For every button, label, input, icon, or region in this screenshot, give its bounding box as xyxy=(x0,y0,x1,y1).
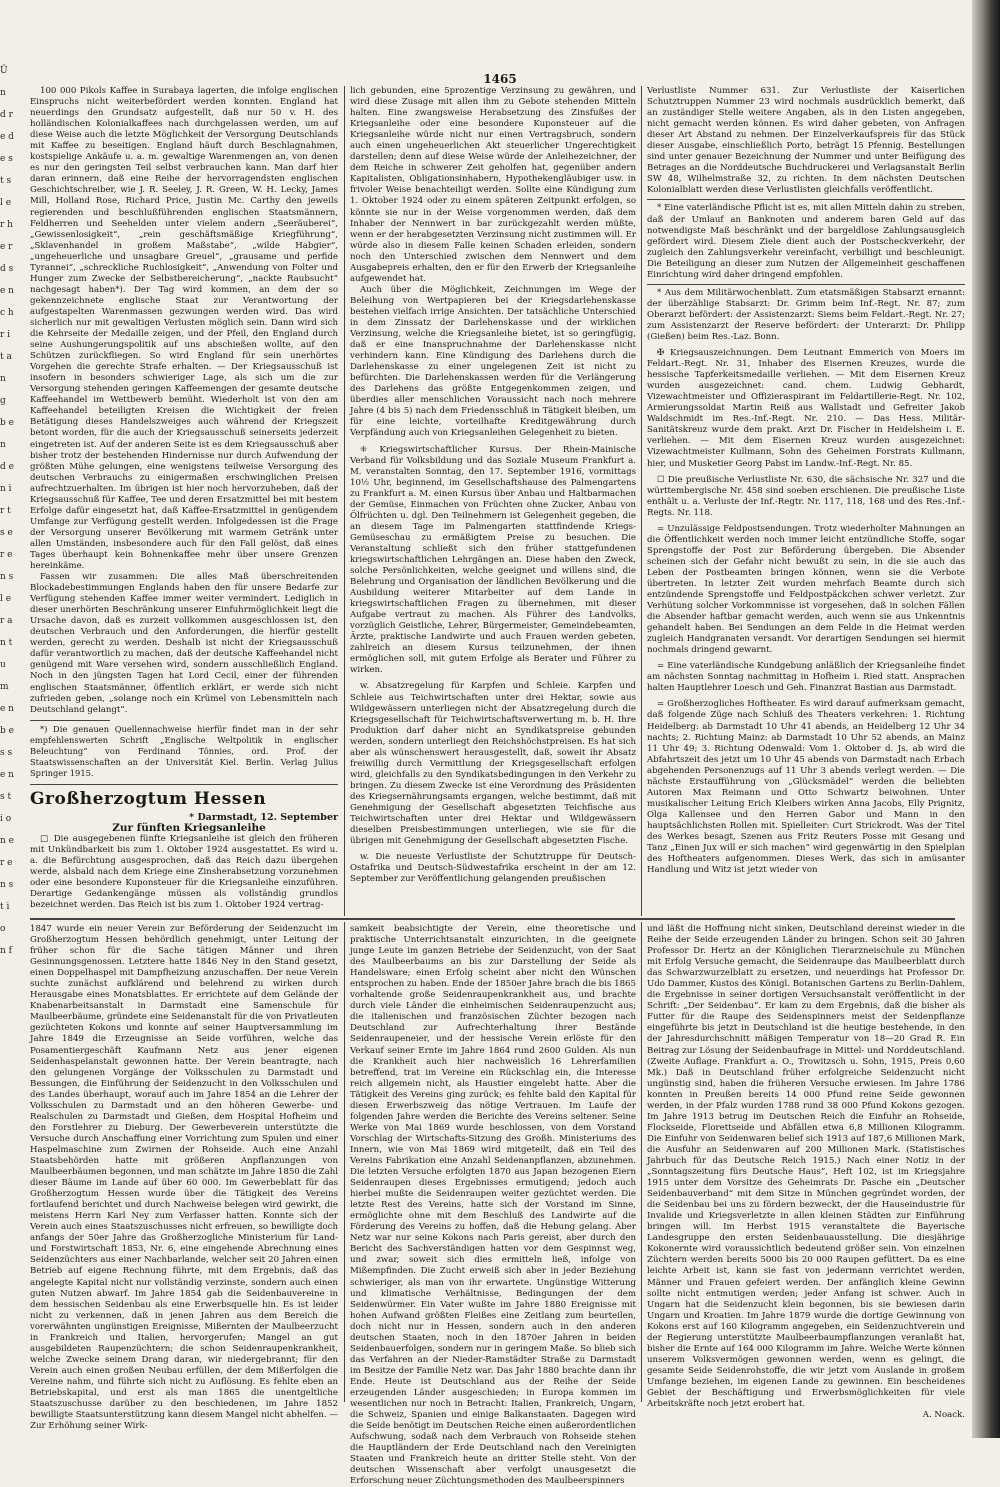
column-rule xyxy=(641,922,642,1402)
article-paragraph: und läßt die Hoffnung nicht sinken, Deutschland dereinst wieder in die Reihe der Seide erzeugenden Länder zu bringen. Schon seit 30 Jahren Professor Dr. Hertz an der Königlichen Tierarzneischule zu München mit Erfolg Versuche gemacht, die Seidenraupe das Maulbeerblatt durch das Schwarzwurzelblatt zu ersetzen, und neuerdings hat Professor Dr. Udo Dammer, Kustos des Königl. Botanischen Gartens zu Berlin-Dahlem, die Ergebnisse in seiner dortigen Versuchsanstalt veröffentlicht in der Schrift: „Der Seidenbau“. Er kam zu dem Ergebnis, daß die bisher als Futter für die Raupe des Seidenspinners meist der Seidenpflanze eingeführte bis jetzt in Deutschland ist die heutige bestehende, in den der Jahresdurchschnitt mäßigen Temperatur von 18—20 Grad R. Ein Beitrag zur Lösung der Seidenbaufrage in Mittel- und Norddeutschland. (Zweite Auflage. Frankfurt a. O., Trowitzsch u. Sohn, 1915, Preis 0,60 Mk.) Daß in Deutschland früher erfolgreiche Seidenzucht nicht ungünstig sind, haben die früheren Versuche erwiesen. Im Jahre 1786 konnten in Preußen bereits 14 000 Pfund reine Seide gewonnen werden, in der Pfalz wurden 1788 rund 38 000 Pfund Kokons gezogen. Im Jahre 1913 betrug im Deutschen Reich die Einfuhr an Rohseide, Flockseide, Florettseide und Abfällen etwa 6,8 Millionen Kilogramm. Die Einfuhr von Seidenwaren belief sich 1913 auf 187,6 Millionen Mark, die Ausfuhr an Seidenwaren auf 200 Millionen Mark. (Statistisches Jahrbuch für das Deutsche Reich 1915.) Nach einer Notiz in der „Sonntagszeitung fürs Deutsche Haus“, Heft 102, ist im Kriegsjahre 1915 unter dem Vorsitze des Geheimrats Dr. Pasche ein „Deutscher Seidenbauverband“ mit dem Sitze in München gegründet worden, der die Seidenbau bei uns zu fördern bezweckt, der die Hauseindustrie für Invalide und Kriegsverletzte in allen kleinen Städten zur Einführung bringen will. Im Herbst 1915 veranstaltete die Bayerische Landesgruppe den ersten Seidenbauausstellung. Die diesjährige Kokonernte wird voraussichtlich bedeutend größer sein. Von einzelnen Züchtern werden bereits 5000 bis 20 000 Raupen gefüttert. Da es eine leichte Arbeit ist, kann sie fast von jedermann verrichtet werden, Männer und Frauen gefeiert werden. Der anfänglich kleine Gewinn sollte nicht entmutigen werden; jeder Anfang ist schwer. Auch in Ungarn hat die Seidenzucht klein begonnen, bis sie bewiesen darin Ungarn und Kroatien. Im Jahre 1879 wurde die dortige Gewinnung von Kokons erst auf 160 Kilogramm angegeben, ein Seidenzuchtverein und der Regierung unterstützte Maulbeerbaumpflanzungen veranlaßt hat, bisher die Ernte auf 164 000 Kilogramm im Jahre. Welche Werte können unserem Volksvermögen gewonnen werden, wenn es gelingt, die gesamte Seide Seidenrohstoffe, die wir jetzt vom Auslande in großem Umfange beziehen, im eigenen Lande zu gewinnen. Ein bescheidenes Gebiet der Beschäftigung und Erwerbsmöglichkeiten für viele Arbeitskräfte noch jetzt erobert hat. xyxy=(647,924,965,1410)
news-item-karpfen: w. Absatzregelung für Karpfen und Schleie. Karpfen und Schleie aus Teichwirtschaften unter drei Hektar, sowie aus Wildgewässern unterliegen nicht der Absatzregelung durch die Kriegsgesellschaft für Teichwirtschaftsverwertung m. b. H. Ihre Produktion darf daher nicht an Syndikatspreise gebunden werden, sondern unterliegt den Reichshöchstpreisen. Es hat sich aber als wünschenswert herausgestellt, daß, soweit ihr Absatz freiwillig durch Vermittlung der Kriegsgesellschaft erfolgen wird, gleichfalls zu den Syndikatsbedingungen in den Verkehr zu bringen. Zu diesem Zwecke ist eine Verordnung des Präsidenten des Kriegsernährungsamts ergangen, welche bestimmt, daß mit Genehmigung der Gesellschaft abgesetzten Teichfische aus Teichwirtschaften unter drei Hektar und Wildgewässern dieselben Preisbestimmungen unterliegen, wie sie für die übrigen mit Genehmigung der Gesellschaft abgesetzten Fische. xyxy=(350,681,636,847)
news-item-hoftheater: = Großherzogliches Hoftheater. Es wird darauf aufmerksam gemacht, daß folgende Züge nach Schluß des Theaters verkehren: 1. Richtung Heidelberg: ab Darmstadt 10 Uhr 41 abends, an Heidelberg 12 Uhr 34 nachts; 2. Richtung Mainz: ab Darmstadt 10 Uhr 52 abends, an Mainz 11 Uhr 49; 3. Richtung Odenwald: Vom 1. Oktober d. Js. ab wird die Abfahrtszeit des jetzt um 10 Uhr 45 abends von Darmstadt nach Erbach abgehenden Personenzugs auf 11 Uhr 3 abends verlegt werden. — Die nächste Erstaufführung von „Glücksmädel“ werden die beliebten Autoren Max Reimann und Otto Schwartz beiwohnen. Unter musikalischer Leitung Erich Kleibers wirken Anna Jacobs, Elly Prignitz, Olga Kallensee und den Herren Gabor und Mann in den hauptsächlichsten Rollen mit. Spielleiter: Curt Strickrodt. Was der Titel des Werkes besagt, Szenen aus Fritz Reuters Posse mit Gesang und Tanz „Einen Jux will er sich machen“ wird gegenwärtig in den Spielplan des Hoftheaters aufgenommen. Dieses Werk, das sich in amüsanter Handlung und Witz ist jetzt wieder von xyxy=(647,699,965,876)
item-rule xyxy=(647,199,965,200)
news-item-feldpost: = Unzulässige Feldpostsendungen. Trotz wiederholter Mahnungen an die Öffentlichkeit werden noch immer leicht entzündliche Stoffe, sogar Sprengstoffe der Post zur Beförderung übergeben. Die Absender scheinen sich der Gefahr nicht bewußt zu sein, in die sie auch das Leben der Postbeamten bringen können, wenn sie die Verbote übertreten. In letzter Zeit wurden mehrfach Beamte durch sich entzündende Sprengstoffe und Feldpostpäckchen schwer verletzt. Zur Verhütung solcher Vorkommnisse ist vorgesehen, daß in solchen Fällen die Absender haftbar gemacht werden, auch wenn sie aus Unkenntnis gehandelt haben. Bei Sendungen an dem Felde in die Heimat werden zugleich Handgranaten versandt. Vor derartigen Sendungen sei hiermit nochmals dringend gewarnt. xyxy=(647,523,965,656)
item-rule xyxy=(647,284,965,285)
page-number: 1465 xyxy=(483,72,517,86)
column-rule xyxy=(344,922,345,1402)
news-item-auszeichnungen: ✠ Kriegsauszeichnungen. Dem Leutnant Emmerich von Moers im Feldart.-Regt. Nr. 31, Inhaber des Eisernen Kreuzes, wurde die hessische Tapferkeitsmedaille verliehen. — Mit dem Eisernen Kreuz wurden ausgezeichnet: cand. chem. Ludwig Gebhardt, Vizewachtmeister und Offizieraspirant im Feldartillerie-Regt. Nr. 102, Armierungssoldat Martin Reiß aus Wallstadt und Gefreiter Jakob Waldschmidt im Res.-Inf.-Regt. Nr. 210. — Das Hess. Militär-Sanitätskreuz wurde dem prakt. Arzt Dr. Fischer in Heidelsheim i. E. verliehen. — Mit dem Eisernen Kreuz wurden ausgezeichnet: Vizewachtmeister Kullmann, Sohn des Geheimen Forstrats Kullmann, hier, und Musketier Georg Pabst im Landw.-Inf.-Regt. Nr. 85. xyxy=(647,348,965,469)
article-paragraph: Auch über die Möglichkeit, Zeichnungen im Wege der Beleihung von Wertpapieren bei der Kriegsdarlehenskasse bestehen vielfach irrige Ansichten. Der tatsächliche Unterschied in dem Zinssatz der Darlehenskasse und der wirklichen Verzinsung, welche die Kriegsanleihe bietet, ist so geringfügig, daß er eine Inanspruchnahme der Darlehenskasse nicht verhindern kann. Eine Kündigung des Darlehens durch die Darlehenskasse zu einer ungelegenen Zeit ist nicht zu befürchten. Die Darlehenskassen werden für die Verlängerung des Darlehens das größte Entgegenkommen zeigen, und überdies aller menschlichen Voraussicht nach noch mehrere Jahre (4 bis 5) nach dem Friedensschluß in Tätigkeit bleiben, um für eine leichte, vorteilhafte Kreditgewährung durch Verpfändung auch von Kriegsanleihen Gelegenheit zu bieten. xyxy=(350,284,636,439)
news-item-pflicht: * Eine vaterländische Pflicht ist es, mit allen Mitteln dahin zu streben, daß der Umlauf an Banknoten und anderem baren Geld auf das notwendigste Maß beschränkt und der bargeldlose Zahlungsausgleich gefördert wird. Diesem Ziele dient auch der Postscheckverkehr, der zugleich den Zahlungsverkehr vereinfacht, verbilligt und beschleunigt. Die Beteiligung an dieser zum Nutzen der Allgemeinheit geschaffenen Einrichtung wird daher dringend empfohlen. xyxy=(647,203,965,280)
footnote: *) Die genauen Quellennachweise hierfür findet man in der sehr empfehlenswerten Schrift „Englische Weltpolitik in englischer Beleuchtung“ von Ferdinand Tönnies, ord. Prof. der Staatswissenschaften an der Universität Kiel. Berlin. Verlag Julius Springer 1915. xyxy=(30,723,338,778)
news-item-preussische-liste: ☐ Die preußische Verlustliste Nr. 630, die sächsische Nr. 327 und die württembergische Nr. 458 sind soeben erschienen. Die preußische Liste enthält u. a. Verluste der Inf.-Regtr. Nr. 117, 118, 168 und des Res.-Inf.-Regts. Nr. 118. xyxy=(647,474,965,518)
bottom-column-2 xyxy=(350,924,636,1487)
section-rule xyxy=(30,918,955,920)
left-gutter-text: Ü n d r e d e s t s l e r h e r d s e n c h r i t a n g b e n d e n i r t s e r e n s l e r a n t u m e n b e s s e n s t i o n e r e n s t i o n f xyxy=(0,66,14,956)
column-2 xyxy=(350,86,636,916)
article-subhead: Zur fünften Kriegsanleihe xyxy=(112,821,266,834)
article-paragraph: 1847 wurde ein neuer Verein zur Beförderung der Seidenzucht im Großherzogtum Hessen behördlich genehmigt, unter Leitung der früher schon für die Sache tätigen Männer und ihren Gesinnungsgenossen. Letztere hatte 1846 Ney in den Stand gesetzt, einen Doppelhaspel mit Dampfheizung anzuschaffen. Der neue Verein suchte zunächst aufklärend und belehrend zu wirken durch Herausgabe eines Monatsblattes. Er errichtete auf dem Gelände der Knabenarbeitsanstalt in Darmstadt eine Samenschule für Maulbeerbäume, gründete eine Seidenanstalt für die von Privatleuten gezüchteten Kokons und konnte auf seiner Hauptversammlung im Jahre 1849 die Erzeugnisse an Seide vorführen, welche das Posamentiergeschäft Kaufmann Netz aus jener eigenen Seidenhaspelanstalt gewonnen hatte. Der Verein beantragte, nach den gelungenen Vorgänge der Volksschulen zu Darmstadt und Bessungen, die Einführung der Seidenzucht in den Volksschulen und des Landes überhaupt, worauf auch im Jahre 1854 an die Lehrer der Volksschulen zu Darmstadt und an den höheren Gewerbe- und Realschulen zu Darmstadt und Gießen, dem Hospital Hofheim und den Forstlehrer zu Dieburg. Der Gewerbeverein unterstützte die Versuche durch Anschaffung einer Vorrichtung zum Spulen und einer Haspelmaschine zum Zwirnen der Rohseide. Auch eine Anzahl Staatsbehörden hatte mit größeren Anpflanzungen von Maulbeerbäumen begonnen, und man schätzte im Jahre 1850 die Zahl dieser Bäume im Lande auf über 60 000. Im Gewerbeblatt für das Großherzogtum Hessen wurde über die Tätigkeit des Vereins fortlaufend berichtet und durch Nachweise belegen wird gewirkt, die meistens Herrn Karl Ney zum Verfasser hatten. Konnte sich der Verein auch eines Staatszuschusses nicht erfreuen, so bewilligte doch anfangs der 50er Jahre das Großherzogliche Ministerium für Land- und Forstwirtschaft 1853, Nr. 6, eine eingehende Abrechnung eines Seidenzüchters aus einer Nachbarlande, welcher seit 20 Jahren einen Betrieb auf eigene Rechnung führte, mit dem Ergebnis, daß das angelegte Kapital nicht nur vollständig verzinste, sondern auch einen guten Nutzen abwarf. Im Jahre 1854 gab die Seidenbauvereine in dem hessischen Seidenbau als eine Erwerbsquelle hin. Es ist leider nicht zu verkennen, daß in jenen Jahren aus dem Bereich die vorerwähnten ungünstigen Ereignisse, Mißernten der Maulbeerzucht in Frankreich und Italien, hervorgerufen; Mangel an gut ausgebildeten Raupenzüchtern; die schon Seidenraupenkrankheit, welche Zwecke seinem Drang daran, wir niedergebrannt; für den Verein auch einen großen Neubau erfüllen, der dem Mißerfolgen die Vereine nahm, und führte sich nicht zu Auflösung. Es fehlte eben an Betriebskapital, und erst als man 1865 die unentgeltliche Staatszuschusse darüber zu den beschiedenen, im Jahre 1852 bewilligte Staatsunterstützung kann diesem Mangel nicht abhelfen. — Zur Erhöhung seiner Wirk- xyxy=(30,924,338,1432)
page-binding-edge xyxy=(972,0,1000,1438)
section-rule xyxy=(30,784,338,785)
bottom-column-1 xyxy=(30,924,338,1432)
author-signature: A. Noack. xyxy=(922,1410,965,1421)
dateline: * Darmstadt, 12. September xyxy=(189,811,338,823)
news-item-kursus: ⁜ Kriegswirtschaftlicher Kursus. Der Rhein-Mainische Verband für Volksbildung und das Soziale Museum Frankfurt a. M. veranstalten Sonntag, den 17. September 1916, vormittags 10½ Uhr, beginnend, im Gesellschaftshause des Palmengartens zu Frankfurt a. M. einen Kursus über Anbau und Haltbarmachen der Gemüse, Einmachen von Früchten ohne Zucker, Anbau von Ölfrüchten u. dgl. Den Teilnehmern ist Gelegenheit gegeben, die an diesem Tage im Palmengarten stattfindende Kriegs-Gemüseschau zu ermäßigtem Preise zu besuchen. Die Veranstaltung schließt sich den früher stattgefundenen kriegswirtschaftlichen Lehrgängen an. Diese haben den Zweck, solche Persönlichkeiten, welche geeignet und willens sind, die Belehrung und Organisation der ländlichen Bevölkerung und die Ausbildung weiterer Mitarbeiter auf dem Lande in kriegswirtschaftlichen Fragen zu übernehmen, mit dieser Aufgabe vertraut zu machen. Als Führer des Landvolks, vorzüglich Geistliche, Lehrer, Bürgermeister, Gemeindebeamten, Ärzte, praktische Landwirte und auch Frauen werden gebeten, zahlreich an diesem Kursus teilzunehmen, der ihnen ermöglichen soll, mit gutem Erfolge als Berater und Führer zu wirken. xyxy=(350,444,636,676)
article-paragraph: Fassen wir zusammen: Die alles Maß überschreitenden Blockadebestimmungen Englands haben den für unsere Bedarfe zur Verfügung stehenden Kaffee immer weiter vermindert. Lediglich in dieser unerhörten Beschränkung unserer Einfuhrmöglichkeit liegt die Ursache davon, daß es zurzeit vollkommen ausgeschlossen ist, den deutschen Verbrauch und den Anforderungen, die hierfür gestellt werden, gerecht zu werden. Deshalb ist nicht der Kriegsausschuß dafür verantwortlich zu machen, daß der deutsche Kaffeehandel nicht genügend mit Ware versehen wird, sondern ausschließlich England. Noch in den jüngsten Tagen hat Lord Cecil, einer der führenden englischen Staatsmänner, öffentlich erklärt, er werde sich nicht zufrieden geben, „solange noch ein Krümel von Lebensmitteln nach Deutschland gelangt“. xyxy=(30,572,338,715)
news-item-verlustliste-cont: Verlustliste Nummer 631. Zur Verlustliste der Kaiserlichen Schutztruppen Nummer 23 wird nochmals ausdrücklich bemerkt, daß an zuständiger Stelle weitere Angaben, als in den Listen angegeben, nicht gemacht werden können. Es wird daher gebeten, von Anfragen dieser Art Abstand zu nehmen. Der Einzelverkaufspreis für das Stück dieser Ausgabe, einschließlich Porto, beträgt 15 Pfennig. Bestellungen sind unter genauer Bezeichnung der Nummer und unter Beifügung des Betrages an die Norddeutsche Buchdruckerei und Verlagsanstalt Berlin SW 48, Wilhelmstraße 32, zu richten. In dem nächsten Deutschen Kolonialblatt werden diese Verlustlisten gleichfalls veröffentlicht. xyxy=(647,86,965,196)
news-item-verlustliste: w. Die neueste Verlustliste der Schutztruppe für Deutsch-Ostafrika und Deutsch-Südwestafrika erscheint in der am 12. September zur Veröffentlichung gelangenden preußischen xyxy=(350,852,636,885)
article-paragraph: samkeit beabsichtigte der Verein, eine theoretische und praktische Unterrichtsanstalt einzurichten, in die geeignete junge Leute im ganzen Betriebe der Seidenzucht, von der Saat des Maulbeerbaums an bis zur Darstellung der Seide als Handelsware; einen Erfolg scheint aber nicht den Wünschen entsprochen zu haben. Ende der 1850er Jahre brach die bis 1865 vorhaltende große Seidenraupenkrankheit aus, und brachte durch viele Länder die einheimischen Seidenraupenzucht aus; die italienischen und französischen Züchter bezogen nach Deutschland zur Aufrechterhaltung ihrer Bestände Seidenraupeneier, und der hessische Verein erlöste für den Verkauf seiner Ernte im Jahre 1864 rund 2600 Gulden. Als nun die Krankheit auch hier nachweislich 16 Lehrerfamilien betreffend, trat im Vereine ein Rückschlag ein, die Interesse reich allgemein nicht, als Haustier eingelebt hatte. Aber die Tätigkeit des Vereins ging zurück; es fehlte bald den Kapital für diesen Erwerbszweig das nötige Vertrauen. Im Laufe der folgenden Jahre werden die Berichte des Vereins seltener. Seine Werke von Mai 1869 wurde beschlossen, von dem Vorstand Vorschlag der Wirtschafts-Sitzung des Großh. Ministeriums des Innern, wie von Mai 1869 wird mitgeteilt, daß ein Teil des Vereins Fabrikation eine Anzahl Seidenanpflanzen, abzunehmen. Die letzten Versuche erfolgten 1870 aus Japan bezogenen Eiern Seidenraupen dieses Ergebnisses ermutigend; jedoch auch hierbei mußte die Seidenraupen weiter gezüchtet werden. Die letzte Rest des Vereins, hatte sich der Vorstand im Sinne, ermöglichte ohne mit dem Beschluß des Landwirte auf die Förderung des Vereins zu hoffen, daß die Hebung gelang. Aber Netz war nur seine Kokons nach Paris gereist, aber durch den Bericht des Sachverständigen hatten vor dem Gespinnst weg, und zwar, soweit sich dies ermitteln ließ, infolge von Mißempfinden. Die Zucht erweiß sich aber in jeder Beziehung schwieriger, als man von ihr erwartete. Ungünstige Witterung und klimatische Verhältnisse, Bedingungen der dem Seidenwürmer. Ein Vater wußte im Jahre 1880 Ereignisse mit hohen Aufwand größten Fleißes eine Zeitlang zum beurteilen, doch nicht nur in Hessen, sondern auch in den anderen deutschen Staaten, noch in den 1870er Jahren in beiden Seidenbauerfolgen, sondern nur in geringem Maße. So blieb sich das Verfahren an der Nieder-Ramstädter Straße zu Darmstadt im Besitze der Familie Netz war. Das Jahr 1880 brachte dann ihr Ende. Heute ist Deutschland aus der Reihe der Seide erzeugenden Länder ausgeschieden; in Europa kommen im wesentlichen nur noch in Betracht: Italien, Frankreich, Ungarn, die Schweiz, Spanien und einige Balkanstaaten. Dagegen wird die Seide benötigt im Deutschen Reiche einen außerordentlichen Aufschwung, sodaß nach dem Verbrauch von Rohseide stehen die Hauptländern der Erde Deutschland nach den Vereinigten Staaten und Frankreich heute an dritter Stelle steht. Von der deutschen Wissenschaft aber verfolgt unausgesetzt die Erforschung neuer Züchtungsmethoden des Maulbeerspinners xyxy=(350,924,636,1487)
column-1 xyxy=(30,86,338,916)
column-rule xyxy=(641,86,642,916)
footnote-rule xyxy=(30,720,110,721)
article-paragraph: lich gebunden, eine 5prozentige Verzinsung zu gewähren, und wird diese Zusage mit allen ihm zu Gebote stehenden Mitteln halten. Eine zwangsweise Herabsetzung des Zinsfußes der Kriegsanleihe oder eine besondere Kuponsteuer auf die Kriegsanleihe würde nicht nur einen Vertragsbruch, sondern auch einen ungeheuerlichen Akt steuerlicher Ungerechtigkeit darstellen; denn auf diese Weise würde der Anleihezeichner, der dem Reiche in schwerer Zeit geholfen hat, gegenüber andern Kapitalisten, Obligationsinhabern, Hypothekengläubiger usw. in frivoler Weise benachteiligt werden. Sollte eine Kündigung zum 1. Oktober 1924 oder zu einem späteren Zeitpunkt erfolgen, so könnte sie nur in der Weise vorgenommen werden, daß dem Inhaber der Nennwert in bar zurückgezahlt werden müßte, wenn er der herabgesetzten Verzinsung nicht zustimmen will. Er würde also in diesem Falle keinen Schaden erleiden, sondern noch den Unterschied zwischen dem Nennwert und dem Ausgabepreis erhalten, den er für den Erwerb der Kriegsanleihe aufgewendet hat. xyxy=(350,86,636,284)
column-3 xyxy=(647,86,965,916)
article-paragraph: □ Die ausgegebenen fünfte Kriegsanleihe ist gleich den früheren mit Unkündbarkeit bis zum 1. Oktober 1924 ausgestattet. Es wird u. a. die Befürchtung ausgesprochen, daß das Reich dazu übergehen werde, alsbald nach dem Kriege eine Zinsherabsetzung vorzunehmen oder eine besondere Kuponsteuer für die Kriegsanleihe einzuführen. Derartige Gedankengänge müssen als vollständig grundlos bezeichnet werden. Das Reich ist bis zum 1. Oktober 1924 vertrag- xyxy=(30,834,338,911)
article-paragraph: 100 000 Pikols Kaffee in Surabaya lagerten, die infolge englischen Einspruchs nicht weiterbefördert werden konnten. England hat neuerdings den Grundsatz aufgestellt, daß nur 50 v. H. des holländischen Kolonialkaffees nach durchgelassen werden, um auf diese Weise auch die letzte Möglichkeit der Versorgung Deutschlands mit Kaffee zu beseitigen. England häuft durch Beschlagnahmen, kostspielige Ankäufe u. a. m. gewaltige Warenmengen an, von denen es nur den geringsten Teil selbst verbrauchen kann. Man darf hier daran erinnern, daß eine Reihe der hervorragendsten englischen Geschichtschreiber, wie J. R. Seeley, J. R. Green, W. H. Lecky, James Mill, Holland Rose, Richard Price, Justin Mc. Carthy den jeweils regierenden und beschlußführenden englischen Staatsmännern, Feldherren und Seehelden unter vielem andern „Seeräuberei“, „Gewissenlosigkeit“, „rein geschäftsmäßige Kriegführung“, „Sklavenhandel in großem Maßstabe“, „wilde Habgier“, „ungeheuerliche und unsagbare Greuel“, „grausame und perfide Tyrannei“, „schreckliche Ruchlosigkeit“, „Anwendung von Folter und Hunger zum Zwecke der Selbstbereicherung“, „nackte Raubsucht“ nachgesagt haben*). Der Tag wird kommen, an dem der so gekennzeichnete englische Staat zur Verantwortung der aufgestapelten Warenmassen gezwungen werden wird. Das wird sicherlich nur mit gewaltigen Verlusten möglich sein. Dann wird sich die Kehrseite der Medaille zeigen, und der Pfeil, den England durch seine Aushungerungspolitik auf uns abschießen wollte, auf den Schützen zurückfliegen. So wird England für sein unerhörtes Vorgehen die gerechte Strafe erhalten. — Der Kriegsausschuß ist insofern in besonders schwieriger Lage, als sich um die zur Versorgung stehenden geringen Kaffeemengen der gesamte deutsche Kaffeehandel im Wettbewerb bemüht. Wiederholt ist von den am Kaffeehandel beteiligten Kreisen die Wichtigkeit der freien Betätigung dieses Handelszweiges auch während der Kriegszeit betont worden, für die auch der Kriegsausschuß seinerseits jederzeit eingetreten ist. Auf der anderen Seite ist es dem Kriegsausschuß aber bisher trotz der bestehenden Hindernisse nur durch Aufwendung der größten Mühe gelungen, eine wenigstens teilweise Versorgung des deutschen Verbrauchs zu einigermaßen erschwinglichen Preisen aufrechtzuerhalten. Im übrigen ist hier noch hervorzuheben, daß der Kriegsausschuß für Kaffee, Tee und deren Ersatzmittel bei mit bestem Erfolge dafür eingesetzt hat, daß Kaffee-Ersatzmittel in genügendem Umfange zur Verfügung gestellt werden. Infolgedessen ist die Frage der Versorgung unserer Bevölkerung mit warmem Getränk unter allen Umständen, insbesondere auch für den Fall gelöst, daß eines Tages überhaupt kein Bohnenkaffee mehr über unsere Grenzen hereinkäme. xyxy=(30,86,338,572)
bottom-column-3 xyxy=(647,924,965,1421)
column-rule xyxy=(344,86,345,916)
news-item-militaer: * Aus dem Militärwochenblatt. Zum etatsmäßigen Stabsarzt ernannt: der überzählige Stabsarzt: Dr. Grimm beim Inf.-Regt. Nr. 87; zum Oberarzt befördert: der Assistenzarzt: Siems beim Feldart.-Regt. Nr. 27; zum Assistenzarzt der Reserve befördert: der Unterarzt: Dr. Philipp (Gießen) beim Res.-Laz. Bonn. xyxy=(647,287,965,342)
section-title: Großherzogtum Hessen xyxy=(30,788,267,809)
news-item-kundgebung: = Eine vaterländische Kundgebung anläßlich der Kriegsanleihe findet am nächsten Sonntag nachmittag in Hofheim i. Ried statt. Ansprachen halten Hauptlehrer Loesch und Geh. Finanzrat Bastian aus Darmstadt. xyxy=(647,661,965,694)
